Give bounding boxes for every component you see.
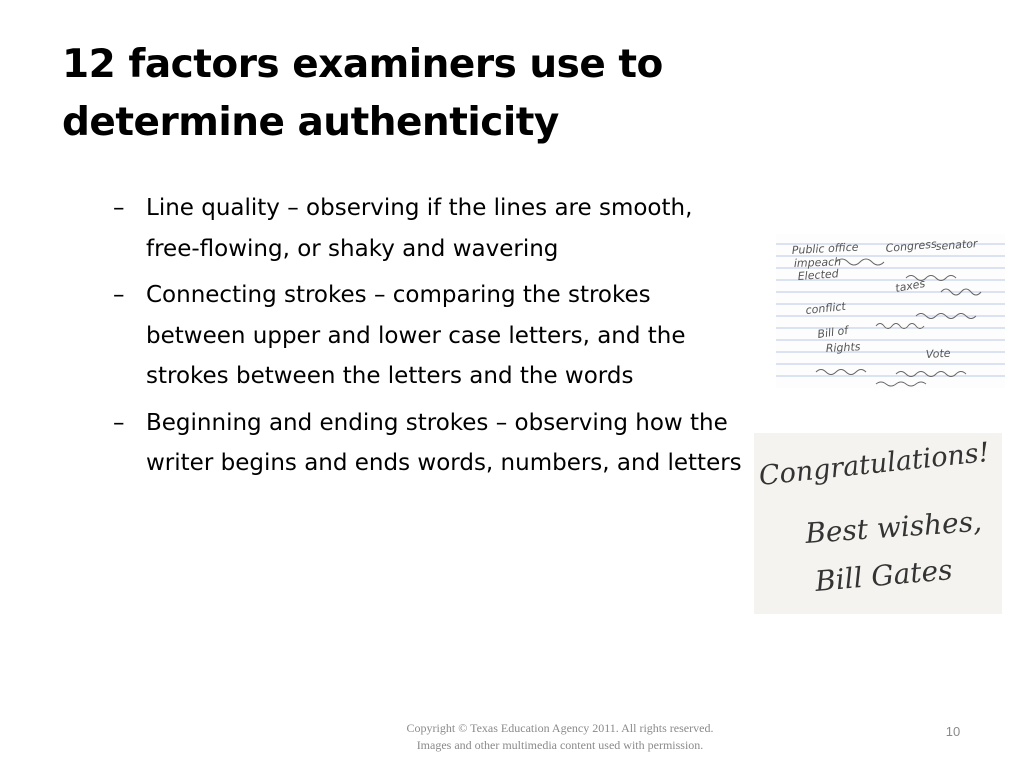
notebook-word: Public office <box>791 240 859 257</box>
bullet-connecting-strokes <box>113 275 753 397</box>
notebook-word: Congress <box>885 237 938 255</box>
bullet-text: Beginning and ending strokes – observing how the writer begins and ends words, numbers, and letters <box>146 409 742 476</box>
slide-number: 10 <box>945 724 961 739</box>
signature-wishes: Best wishes, <box>804 504 983 550</box>
notebook-word: impeach <box>793 255 842 270</box>
signature-card-image <box>754 433 1002 614</box>
copyright-line: Copyright © Texas Education Agency 2011. All rights reserved. <box>406 721 714 735</box>
notebook-word: Bill of <box>816 323 849 341</box>
bullet-marker: – <box>113 409 125 436</box>
notebook-word: Vote <box>925 346 951 361</box>
bullet-line-quality <box>113 188 753 269</box>
copyright-footer <box>340 720 780 754</box>
notebook-word: conflict <box>804 299 847 317</box>
bullet-beginning-ending-strokes <box>113 403 753 484</box>
title-line-2: determine authenticity <box>62 100 559 145</box>
title-line-1: 12 factors examiners use to <box>62 42 663 87</box>
slide-title <box>62 36 762 152</box>
bullet-list <box>113 188 753 490</box>
notebook-word: taxes <box>894 276 927 295</box>
notebook-word: Elected <box>797 267 840 283</box>
handwritten-notebook-image <box>776 234 1005 388</box>
signature-drawing <box>754 433 1002 614</box>
permission-line: Images and other multimedia content used with permission. <box>416 738 704 752</box>
bullet-text: Line quality – observing if the lines are smooth, free-flowing, or shaky and wavering <box>146 195 693 262</box>
notebook-drawing <box>776 234 1005 388</box>
notebook-word: senator <box>935 237 978 253</box>
bullet-marker: – <box>113 195 125 221</box>
notebook-word: Rights <box>825 340 861 355</box>
signature-name: Bill Gates <box>813 553 954 598</box>
bullet-marker: – <box>113 282 125 308</box>
bullet-text: Connecting strokes – comparing the strokes between upper and lower case letters, and the strokes between the letters and the words <box>146 282 686 389</box>
signature-greeting: Congratulations! <box>757 436 991 492</box>
